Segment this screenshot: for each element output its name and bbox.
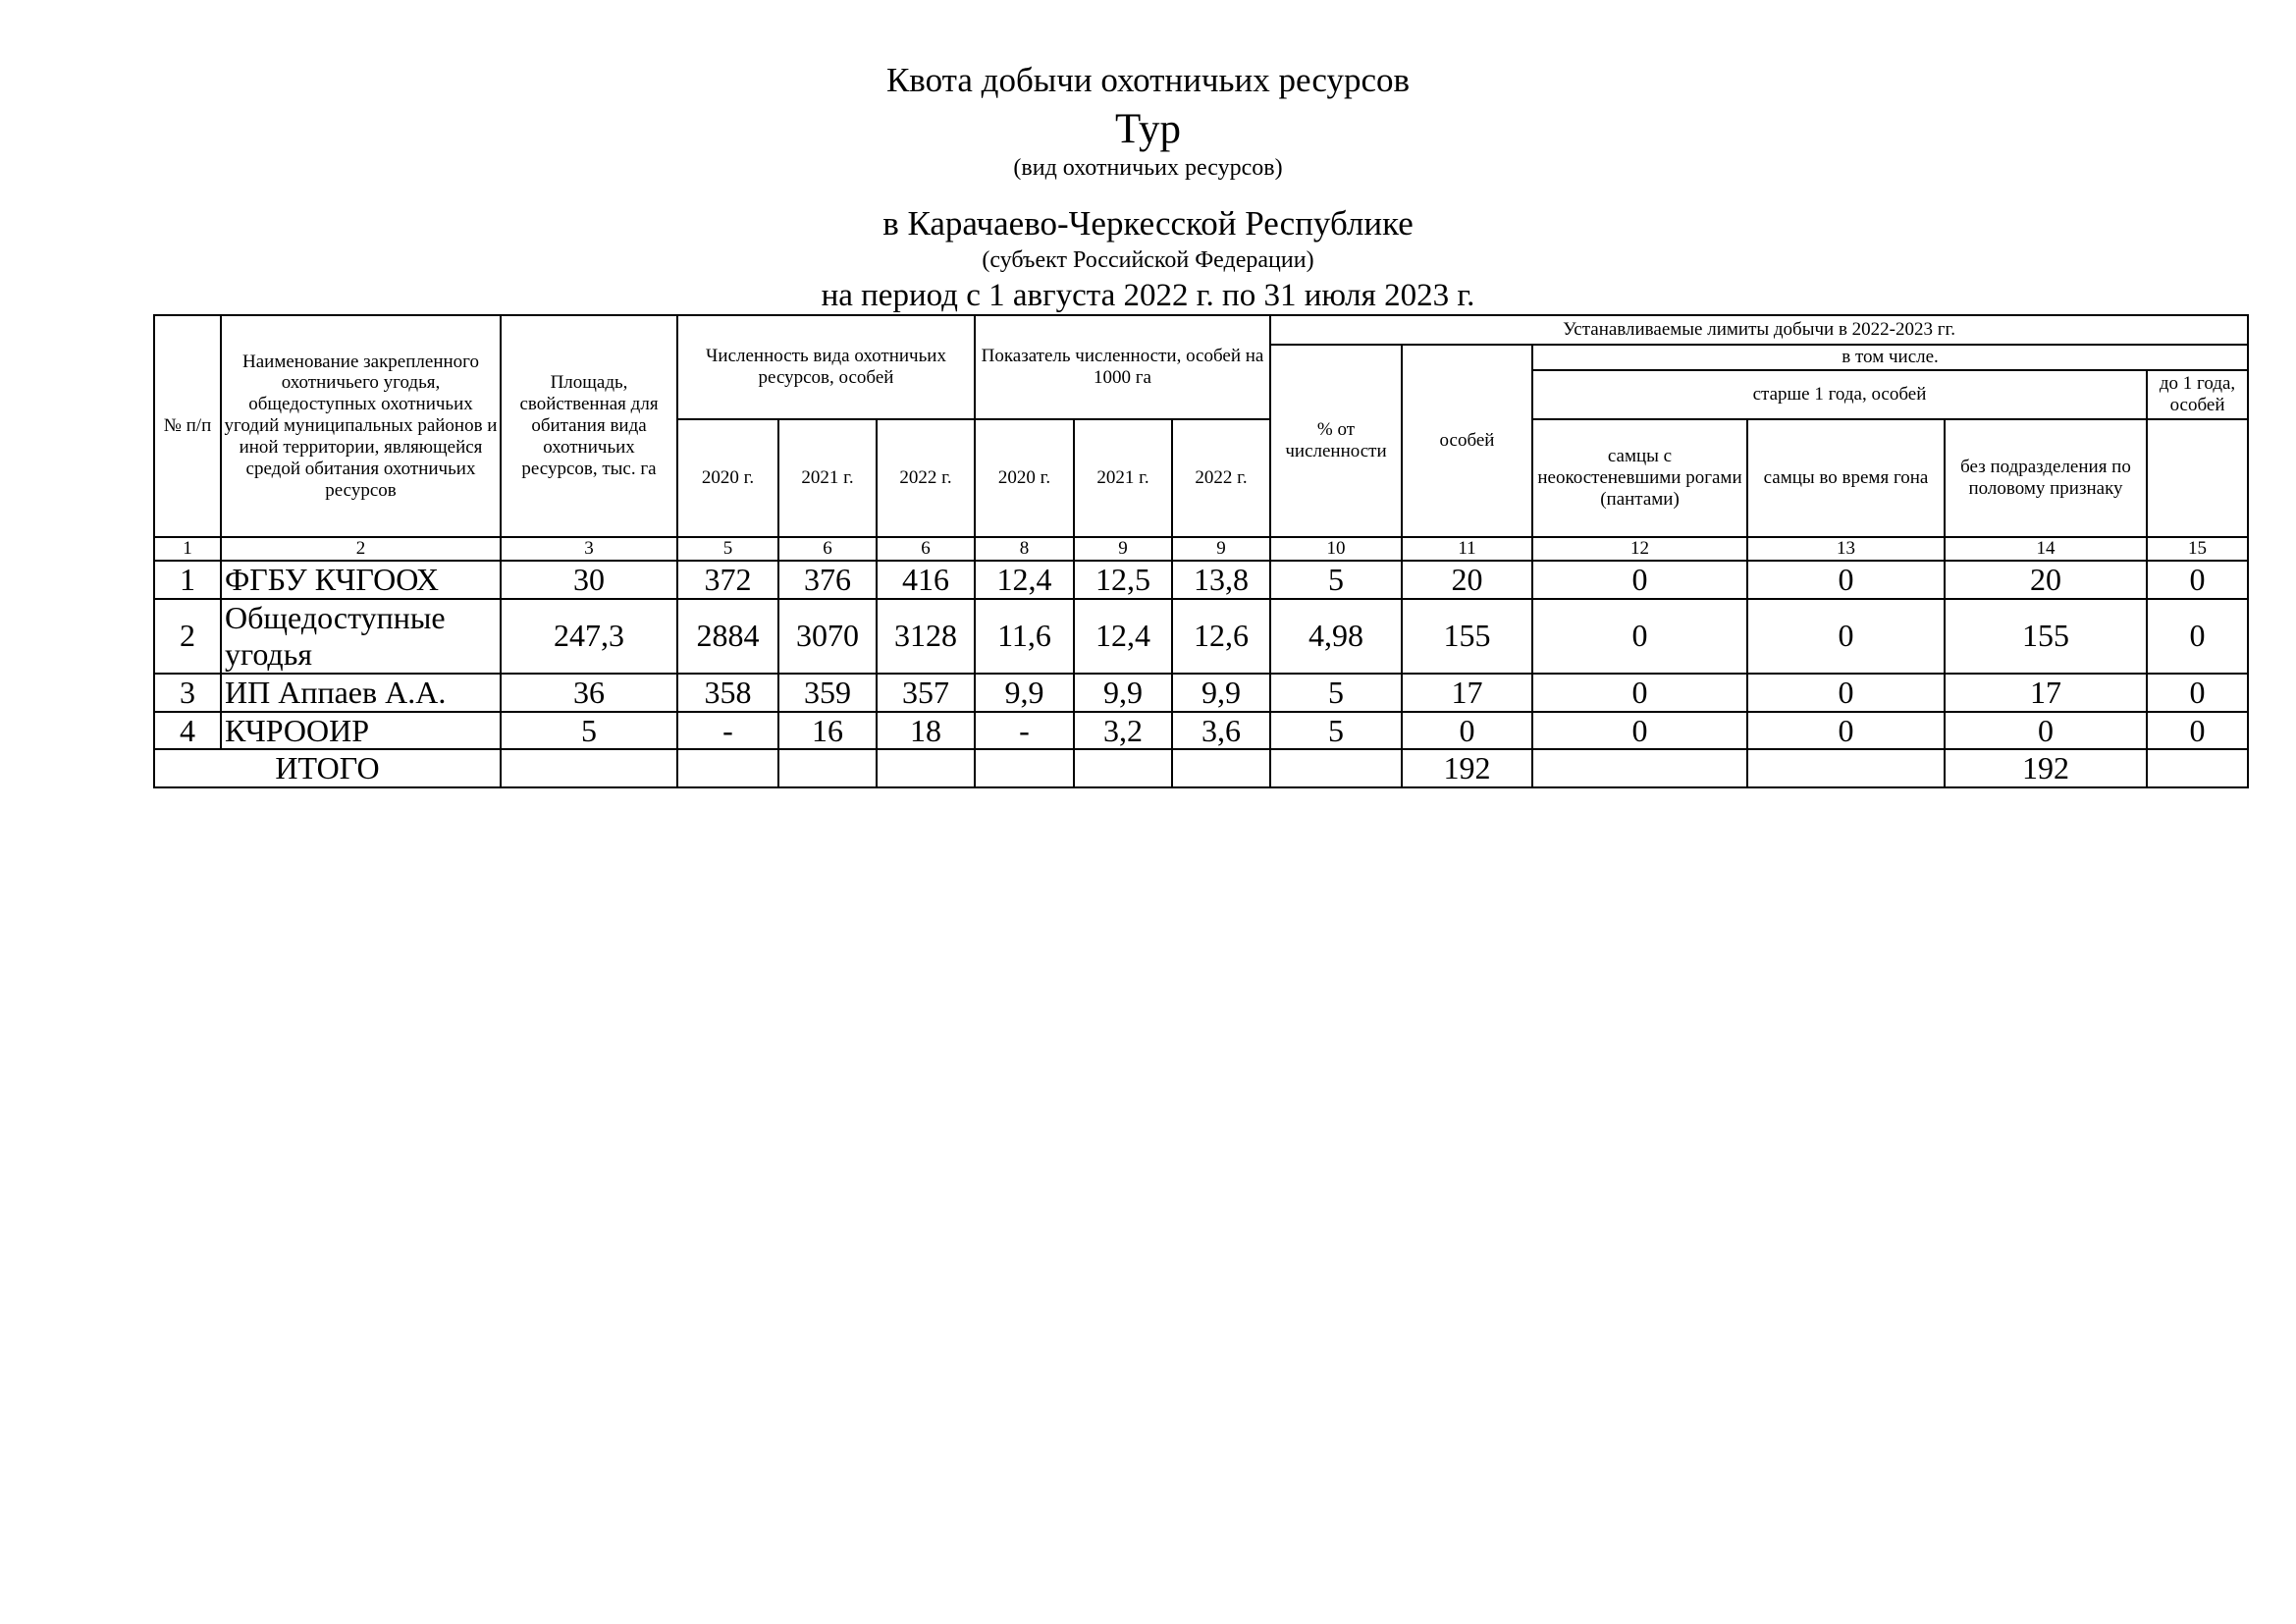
row-pop-2020: 2884: [677, 599, 778, 674]
row-young: 0: [2147, 674, 2248, 712]
row-name: ИП Аппаев А.А.: [221, 674, 501, 712]
column-number: 3: [501, 537, 677, 561]
row-total: 17: [1402, 674, 1532, 712]
row-pop-2021: 376: [778, 561, 877, 599]
column-number-row: [154, 537, 2248, 561]
header-including: в том числе.: [1532, 345, 2248, 370]
table-row: [154, 712, 2248, 750]
header-younger: до 1 года, особей: [2147, 370, 2248, 419]
row-pop-2022: 18: [877, 712, 975, 750]
row-num: 1: [154, 561, 221, 599]
row-antlers: 0: [1532, 712, 1747, 750]
row-pop-2022: 357: [877, 674, 975, 712]
totals-empty: [1532, 749, 1747, 787]
row-den-2020: -: [975, 712, 1074, 750]
row-no-sex: 0: [1945, 712, 2147, 750]
table-row: [154, 674, 2248, 712]
row-den-2021: 12,5: [1074, 561, 1172, 599]
totals-empty: [501, 749, 677, 787]
row-pop-2022: 416: [877, 561, 975, 599]
header-individuals: особей: [1402, 345, 1532, 537]
row-young: 0: [2147, 712, 2248, 750]
header-density: Показатель численности, особей на 1000 га: [975, 315, 1270, 419]
row-area: 30: [501, 561, 677, 599]
column-number: 9: [1074, 537, 1172, 561]
row-antlers: 0: [1532, 674, 1747, 712]
row-antlers: 0: [1532, 599, 1747, 674]
row-pop-2021: 359: [778, 674, 877, 712]
period-line: на период с 1 августа 2022 г. по 31 июля 2023 г.: [821, 278, 1475, 313]
row-name: ФГБУ КЧГООХ: [221, 561, 501, 599]
totals-row: [154, 749, 2248, 787]
header-name: Наименование закрепленного охотничьего угодья, общедоступных охотничьих угодий муниципальных районов и иной территории, являющейся средой обитания охотничьих ресурсов: [221, 315, 501, 537]
row-den-2021: 3,2: [1074, 712, 1172, 750]
header-pop-2022: 2022 г.: [877, 419, 975, 537]
row-total: 155: [1402, 599, 1532, 674]
row-den-2022: 12,6: [1172, 599, 1270, 674]
quota-table: [153, 314, 2249, 788]
header-area: Площадь, свойственная для обитания вида охотничьих ресурсов, тыс. га: [501, 315, 677, 537]
row-pop-2020: 358: [677, 674, 778, 712]
row-rut: 0: [1747, 712, 1945, 750]
totals-empty: [1172, 749, 1270, 787]
row-total: 20: [1402, 561, 1532, 599]
header-pop-2021: 2021 г.: [778, 419, 877, 537]
column-number: 15: [2147, 537, 2248, 561]
row-percent: 5: [1270, 712, 1402, 750]
row-pop-2021: 3070: [778, 599, 877, 674]
region-caption: (субъект Российской Федерации): [982, 247, 1314, 273]
row-den-2020: 12,4: [975, 561, 1074, 599]
column-number: 2: [221, 537, 501, 561]
species-caption: (вид охотничьих ресурсов): [1013, 155, 1283, 181]
row-den-2021: 9,9: [1074, 674, 1172, 712]
totals-empty: [2147, 749, 2248, 787]
header-pop-2020: 2020 г.: [677, 419, 778, 537]
row-no-sex: 17: [1945, 674, 2147, 712]
column-number: 9: [1172, 537, 1270, 561]
totals-empty: [1747, 749, 1945, 787]
totals-no-sex: 192: [1945, 749, 2147, 787]
column-number: 1: [154, 537, 221, 561]
row-antlers: 0: [1532, 561, 1747, 599]
totals-empty: [877, 749, 975, 787]
table-row: [154, 561, 2248, 599]
document-title: Квота добычи охотничьих ресурсов: [885, 61, 1411, 99]
header-den-2020: 2020 г.: [975, 419, 1074, 537]
row-area: 247,3: [501, 599, 677, 674]
row-pop-2021: 16: [778, 712, 877, 750]
row-den-2021: 12,4: [1074, 599, 1172, 674]
column-number: 6: [778, 537, 877, 561]
table-row: [154, 599, 2248, 674]
column-number: 10: [1270, 537, 1402, 561]
header-den-2021: 2021 г.: [1074, 419, 1172, 537]
header-den-2022: 2022 г.: [1172, 419, 1270, 537]
row-percent: 5: [1270, 561, 1402, 599]
column-number: 13: [1747, 537, 1945, 561]
row-name: КЧРООИР: [221, 712, 501, 750]
species-name: Тур: [1114, 106, 1182, 152]
header-males-antlers: самцы с неокостеневшими рогами (пантами): [1532, 419, 1747, 537]
row-no-sex: 155: [1945, 599, 2147, 674]
row-rut: 0: [1747, 674, 1945, 712]
row-den-2022: 13,8: [1172, 561, 1270, 599]
totals-empty: [975, 749, 1074, 787]
header-limits: Устанавливаемые лимиты добычи в 2022-2023 гг.: [1270, 315, 2248, 345]
header-males-rut: самцы во время гона: [1747, 419, 1945, 537]
row-area: 5: [501, 712, 677, 750]
region-name: в Карачаево-Черкесской Республике: [882, 204, 1414, 243]
totals-empty: [1270, 749, 1402, 787]
row-pop-2020: 372: [677, 561, 778, 599]
totals-empty: [778, 749, 877, 787]
row-num: 2: [154, 599, 221, 674]
column-number: 14: [1945, 537, 2147, 561]
totals-label: ИТОГО: [154, 749, 501, 787]
row-rut: 0: [1747, 561, 1945, 599]
row-no-sex: 20: [1945, 561, 2147, 599]
row-percent: 4,98: [1270, 599, 1402, 674]
header-young-blank: [2147, 419, 2248, 537]
row-percent: 5: [1270, 674, 1402, 712]
totals-empty: [677, 749, 778, 787]
header-no-sex: без подразделения по половому признаку: [1945, 419, 2147, 537]
header-num: № п/п: [154, 315, 221, 537]
column-number: 8: [975, 537, 1074, 561]
column-number: 6: [877, 537, 975, 561]
row-pop-2022: 3128: [877, 599, 975, 674]
header-percent: % от численности: [1270, 345, 1402, 537]
row-den-2022: 3,6: [1172, 712, 1270, 750]
column-number: 12: [1532, 537, 1747, 561]
row-total: 0: [1402, 712, 1532, 750]
totals-individuals: 192: [1402, 749, 1532, 787]
row-den-2022: 9,9: [1172, 674, 1270, 712]
totals-empty: [1074, 749, 1172, 787]
row-den-2020: 11,6: [975, 599, 1074, 674]
row-name: Общедоступные угодья: [221, 599, 501, 674]
row-young: 0: [2147, 599, 2248, 674]
row-den-2020: 9,9: [975, 674, 1074, 712]
row-pop-2020: -: [677, 712, 778, 750]
row-area: 36: [501, 674, 677, 712]
row-num: 3: [154, 674, 221, 712]
header-older: старше 1 года, особей: [1532, 370, 2147, 419]
row-young: 0: [2147, 561, 2248, 599]
row-num: 4: [154, 712, 221, 750]
column-number: 11: [1402, 537, 1532, 561]
header-row-1: [154, 315, 2248, 345]
row-rut: 0: [1747, 599, 1945, 674]
column-number: 5: [677, 537, 778, 561]
header-population: Численность вида охотничьих ресурсов, особей: [677, 315, 975, 419]
